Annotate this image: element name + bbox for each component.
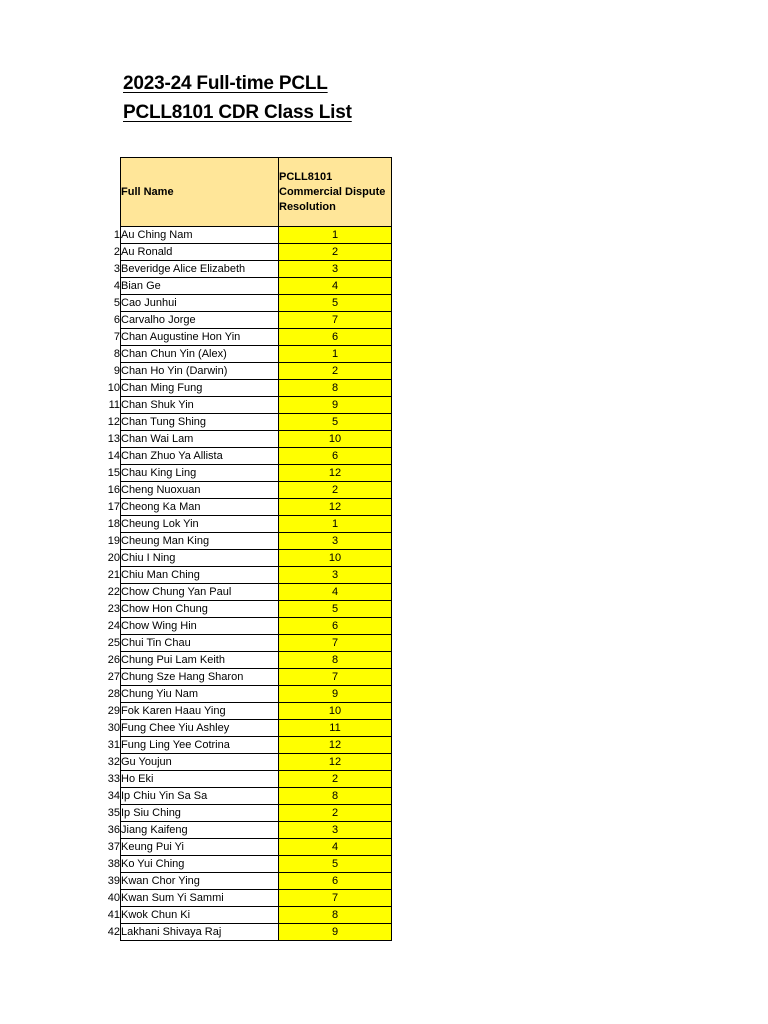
group-number: 7 [279,312,392,329]
row-number: 38 [107,857,120,870]
student-name: Cheung Lok Yin [121,516,279,533]
student-name: Kwan Sum Yi Sammi [121,890,279,907]
table-row [100,499,392,516]
student-name: Ip Siu Ching [121,805,279,822]
table-row [100,686,392,703]
table-row [100,601,392,618]
table-body [100,227,392,941]
table-row [100,720,392,737]
course-header [279,158,392,227]
group-number: 1 [279,227,392,244]
table-row [100,873,392,890]
student-name: Chau King Ling [121,465,279,482]
row-number: 32 [107,755,120,768]
table-row [100,227,392,244]
table-row [100,652,392,669]
table-row [100,397,392,414]
student-name: Chan Augustine Hon Yin [121,329,279,346]
row-number: 34 [107,789,120,802]
student-name: Chow Wing Hin [121,618,279,635]
group-number: 8 [279,652,392,669]
group-number: 12 [279,465,392,482]
student-name: Fung Chee Yiu Ashley [121,720,279,737]
table-row [100,635,392,652]
row-number: 24 [107,619,120,632]
student-name: Chiu I Ning [121,550,279,567]
table-row [100,312,392,329]
student-name: Bian Ge [121,278,279,295]
row-number: 8 [113,347,120,360]
row-number: 13 [107,432,120,445]
row-number: 39 [107,874,120,887]
student-name: Fok Karen Haau Ying [121,703,279,720]
row-number: 9 [113,364,120,377]
row-number: 19 [107,534,120,547]
student-name: Ho Eki [121,771,279,788]
student-name: Kwan Chor Ying [121,873,279,890]
group-number: 7 [279,669,392,686]
student-name: Chow Chung Yan Paul [121,584,279,601]
table-row [100,278,392,295]
group-number: 3 [279,533,392,550]
row-number: 11 [108,398,120,411]
full-name-header: Full Name [121,158,279,227]
table-row [100,431,392,448]
row-number: 26 [107,653,120,666]
row-number: 22 [107,585,120,598]
group-number: 2 [279,805,392,822]
table-row [100,805,392,822]
row-number: 27 [107,670,120,683]
group-number: 9 [279,397,392,414]
row-number: 1 [113,228,120,241]
table-row [100,788,392,805]
table-row [100,346,392,363]
group-number: 7 [279,890,392,907]
table-row [100,482,392,499]
student-name: Au Ronald [121,244,279,261]
student-name: Chung Pui Lam Keith [121,652,279,669]
student-name: Chan Wai Lam [121,431,279,448]
row-number: 33 [107,772,120,785]
group-number: 12 [279,499,392,516]
row-number: 40 [107,891,120,904]
table-row [100,584,392,601]
table-row [100,533,392,550]
group-number: 8 [279,380,392,397]
row-number: 28 [107,687,120,700]
student-name: Kwok Chun Ki [121,907,279,924]
student-name: Chan Chun Yin (Alex) [121,346,279,363]
group-number: 5 [279,601,392,618]
row-number: 5 [113,296,120,309]
student-name: Cao Junhui [121,295,279,312]
group-number: 6 [279,873,392,890]
group-number: 10 [279,431,392,448]
index-header [100,158,121,227]
group-number: 10 [279,703,392,720]
row-number: 6 [113,313,120,326]
row-number: 31 [107,738,120,751]
table-row [100,839,392,856]
group-number: 7 [279,635,392,652]
group-number: 2 [279,482,392,499]
student-name: Cheong Ka Man [121,499,279,516]
group-number: 8 [279,907,392,924]
student-name: Cheng Nuoxuan [121,482,279,499]
student-name: Lakhani Shivaya Raj [121,924,279,941]
group-number: 3 [279,822,392,839]
group-number: 9 [279,924,392,941]
student-name: Gu Youjun [121,754,279,771]
table-row [100,448,392,465]
group-number: 5 [279,414,392,431]
row-number: 2 [113,245,120,258]
table-row [100,414,392,431]
row-number: 16 [107,483,120,496]
table-row [100,618,392,635]
student-name: Fung Ling Yee Cotrina [121,737,279,754]
group-number: 11 [279,720,392,737]
group-number: 2 [279,363,392,380]
row-number: 20 [107,551,120,564]
group-number: 9 [279,686,392,703]
student-name: Beveridge Alice Elizabeth [121,261,279,278]
table-row [100,567,392,584]
row-number: 35 [107,806,120,819]
student-name: Chan Ho Yin (Darwin) [121,363,279,380]
table-row [100,907,392,924]
row-number: 21 [107,568,120,581]
group-number: 6 [279,448,392,465]
table-row [100,924,392,941]
table-row [100,703,392,720]
student-name: Chiu Man Ching [121,567,279,584]
student-name: Ip Chiu Yin Sa Sa [121,788,279,805]
row-number: 23 [107,602,120,615]
row-number: 25 [107,636,120,649]
group-number: 4 [279,839,392,856]
group-number: 2 [279,771,392,788]
group-number: 5 [279,856,392,873]
student-name: Chan Shuk Yin [121,397,279,414]
table-row [100,380,392,397]
student-name: Chan Tung Shing [121,414,279,431]
table-row [100,737,392,754]
group-number: 1 [279,346,392,363]
group-number: 5 [279,295,392,312]
table-row [100,516,392,533]
table-row [100,669,392,686]
table-row [100,822,392,839]
table-row [100,329,392,346]
student-name: Chow Hon Chung [121,601,279,618]
row-number: 30 [107,721,120,734]
student-name: Chung Yiu Nam [121,686,279,703]
table-row [100,550,392,567]
student-name: Chui Tin Chau [121,635,279,652]
group-number: 4 [279,584,392,601]
table-row [100,890,392,907]
student-name: Cheung Man King [121,533,279,550]
group-number: 3 [279,567,392,584]
row-number: 41 [107,908,120,921]
row-number: 37 [107,840,120,853]
group-number: 2 [279,244,392,261]
group-number: 3 [279,261,392,278]
table-row [100,261,392,278]
row-number: 3 [113,262,120,275]
student-name: Carvalho Jorge [121,312,279,329]
row-number: 42 [107,925,120,938]
group-number: 12 [279,754,392,771]
row-number: 15 [107,466,120,479]
row-number: 18 [107,517,120,530]
document-subtitle: PCLL8101 CDR Class List [123,102,352,123]
student-name: Chung Sze Hang Sharon [121,669,279,686]
row-number: 29 [107,704,120,717]
student-name: Ko Yui Ching [121,856,279,873]
row-number: 12 [107,415,120,428]
table-row [100,465,392,482]
group-number: 6 [279,329,392,346]
group-number: 8 [279,788,392,805]
group-number: 6 [279,618,392,635]
row-number: 36 [107,823,120,836]
student-name: Au Ching Nam [121,227,279,244]
row-number: 17 [107,500,120,513]
group-number: 12 [279,737,392,754]
student-name: Jiang Kaifeng [121,822,279,839]
group-number: 1 [279,516,392,533]
table-row [100,244,392,261]
student-name: Chan Zhuo Ya Allista [121,448,279,465]
class-list-table [100,157,392,941]
document-title: 2023-24 Full-time PCLL [123,73,328,94]
table-row [100,363,392,380]
row-number: 4 [113,279,120,292]
student-name: Keung Pui Yi [121,839,279,856]
row-number: 7 [113,330,120,343]
student-name: Chan Ming Fung [121,380,279,397]
table-header-row [100,158,392,227]
group-number: 4 [279,278,392,295]
course-header-text: PCLL8101 Commercial Dispute Resolution [279,170,386,213]
group-number: 10 [279,550,392,567]
table-row [100,295,392,312]
row-number: 14 [107,449,120,462]
table-row [100,856,392,873]
table-row [100,771,392,788]
table-row [100,754,392,771]
row-number: 10 [107,381,120,394]
